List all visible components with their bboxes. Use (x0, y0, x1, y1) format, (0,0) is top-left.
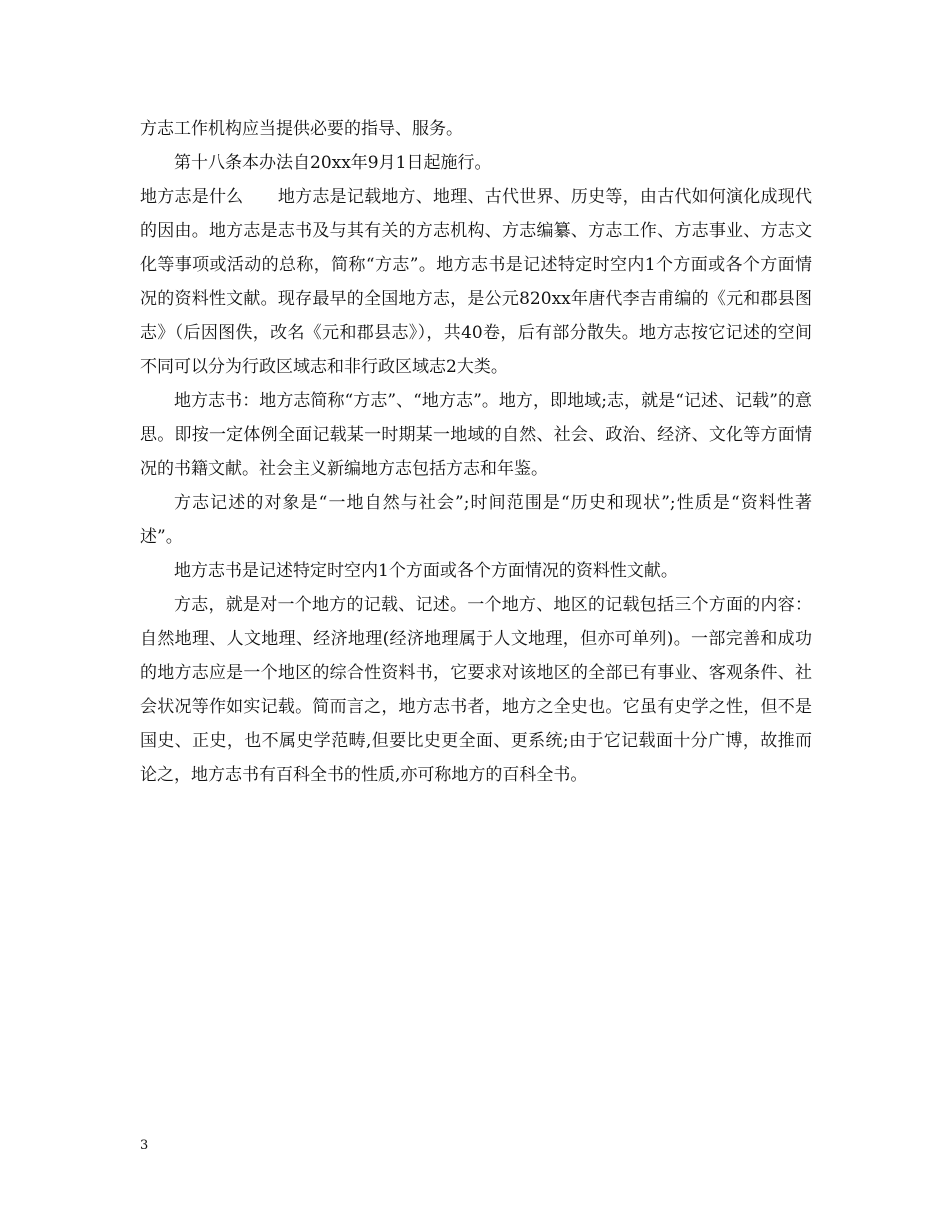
paragraph: 地方志是什么 地方志是记载地方、地理、古代世界、历史等，由古代如何演化成现代的因由。地方志是志书及与其有关的方志机构、方志编纂、方志工作、方志事业、方志文化等事项或活动的总称，简称“方志”。地方志书是记述特定时空内1个方面或各个方面情况的资料性文献。现存最早的全国地方志，是公元820xx年唐代李吉甫编的《元和郡县图志》（后因图佚，改名《元和郡县志》），共40卷，后有部分散失。地方志按它记述的空间不同可以分为行政区域志和非行政区域志2大类。 (140, 187, 812, 377)
page-number: 3 (140, 1138, 149, 1153)
document-body (140, 112, 812, 792)
paragraph: 方志记述的对象是“一地自然与社会”;时间范围是“历史和现状”;性质是“资料性著述”。 (140, 493, 812, 547)
paragraph: 方志工作机构应当提供必要的指导、服务。 (140, 119, 463, 139)
paragraph: 地方志书：地方志简称“方志”、“地方志”。地方，即地域;志，就是“记述、记载”的意思。即按一定体例全面记载某一时期某一地域的自然、社会、政治、经济、文化等方面情况的书籍文献。社会主义新编地方志包括方志和年鉴。 (140, 391, 812, 479)
paragraph: 地方志书是记述特定时空内1个方面或各个方面情况的资料性文献。 (174, 561, 678, 581)
paragraph: 第十八条本办法自20xx年9月1日起施行。 (174, 153, 492, 173)
paragraph: 方志，就是对一个地方的记载、记述。一个地方、地区的记载包括三个方面的内容：自然地理、人文地理、经济地理(经济地理属于人文地理，但亦可单列)。一部完善和成功的地方志应是一个地区的综合性资料书，它要求对该地区的全部已有事业、客观条件、社会状况等作如实记载。简而言之，地方志书者，地方之全史也。它虽有史学之性，但不是国史、正史，也不属史学范畴,但要比史更全面、更系统;由于它记载面十分广博，故推而论之，地方志书有百科全书的性质,亦可称地方的百科全书。 (140, 595, 812, 785)
